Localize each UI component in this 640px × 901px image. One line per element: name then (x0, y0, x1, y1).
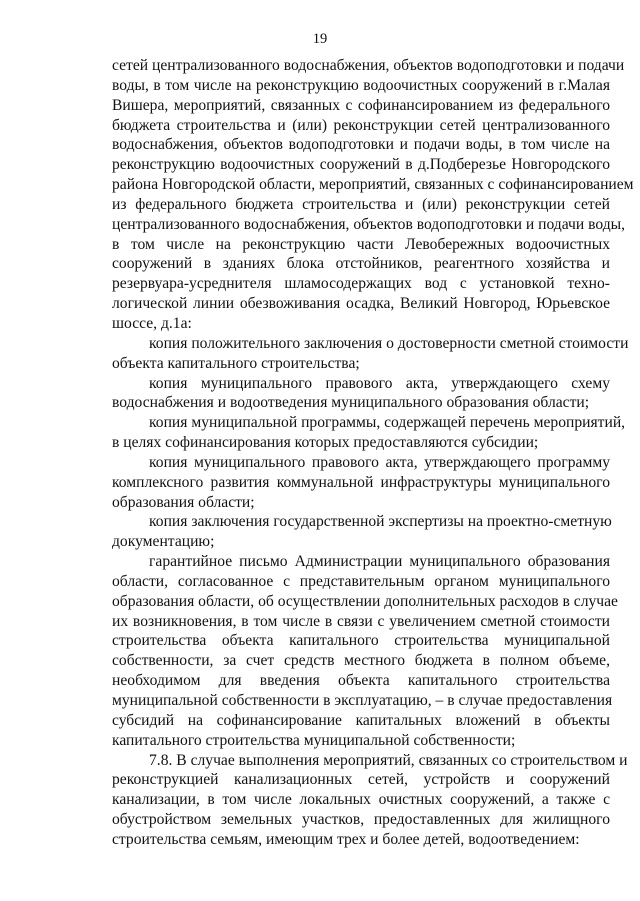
text-line: копия положительного заключения о достоверности сметной стоимости (149, 334, 629, 352)
text-line: воды, в том числе на реконструкцию водоочистных сооружений в г.Малая (112, 76, 610, 94)
text-line: резервуара-усреднителя шламосодержащих вод с установкой техно- (112, 275, 610, 293)
text-line: копия муниципальной программы, содержащей перечень мероприятий, (149, 414, 626, 432)
text-line: капитального строительства муниципальной собственности; (112, 731, 516, 749)
text-line: из федерального бюджета строительства и (или) реконструкции сетей (112, 195, 610, 213)
text-line: водоснабжения, объектов водоподготовки и подачи воды, в том числе на (112, 136, 610, 154)
text-line: строительства объекта капитального строительства муниципальной (112, 632, 610, 650)
text-line: шоссе, д.1а: (112, 314, 192, 332)
text-line: необходимом для введения объекта капитального строительства (112, 672, 610, 690)
text-line: обустройством земельных участков, предоставленных для жилищного (112, 811, 610, 829)
text-line: в том числе на реконструкцию части Левобережных водоочистных (112, 235, 610, 253)
text-line: объекта капитального строительства; (112, 354, 360, 372)
text-line: сооружений в зданиях блока отстойников, реагентного хозяйства и (112, 255, 610, 273)
page-number: 19 (312, 31, 328, 47)
text-line: реконструкцией канализационных сетей, устройств и сооружений (112, 771, 610, 789)
text-line: бюджета строительства и (или) реконструкции сетей централизованного (112, 116, 610, 134)
text-line: копия заключения государственной экспертизы на проектно-сметную (149, 513, 612, 531)
text-line: района Новгородской области, мероприятий, связанных с софинансированием (112, 176, 634, 194)
text-line: канализации, в том числе локальных очистных сооружений, а также с (112, 791, 610, 809)
text-line: субсидий на софинансирование капитальных вложений в объекты (112, 711, 610, 729)
text-line: их возникновения, в том числе в связи с увеличением сметной стоимости (112, 612, 610, 630)
paragraph (112, 413, 626, 453)
text-line: водоснабжения и водоотведения муниципального образования области; (112, 394, 590, 412)
text-line: гарантийное письмо Администрации муниципального образования (149, 553, 610, 571)
text-line: образования области; (112, 493, 255, 511)
paragraph (112, 56, 634, 334)
text-line: в целях софинансирования которых предоставляются субсидии; (112, 434, 539, 452)
text-line: документацию; (112, 533, 215, 551)
paragraph (112, 453, 610, 513)
text-line: логической линии обезвоживания осадка, Великий Новгород, Юрьевское (112, 295, 610, 313)
text-line: копия муниципального правового акта, утверждающего программу (149, 453, 610, 471)
document-body (112, 56, 634, 850)
text-line: копия муниципального правового акта, утверждающего схему (149, 374, 610, 392)
text-line: области, согласованное с представительным органом муниципального (112, 572, 610, 590)
text-line: централизованного водоснабжения, объектов водоподготовки и подачи воды, (112, 215, 626, 233)
paragraph (112, 512, 610, 552)
text-line: образования области, об осуществлении дополнительных расходов в случае (112, 592, 618, 610)
text-line: реконструкцию водоочистных сооружений в д.Подберезье Новгородского (112, 156, 610, 174)
paragraph (112, 334, 629, 374)
text-line: строительства семьям, имеющим трех и более детей, водоотведением: (112, 830, 580, 848)
text-line: 7.8. В случае выполнения мероприятий, связанных со строительством и (149, 751, 628, 769)
text-line: комплексного развития коммунальной инфраструктуры муниципального (112, 473, 610, 491)
text-line: сетей централизованного водоснабжения, объектов водоподготовки и подачи (112, 57, 625, 74)
text-line: Вишера, мероприятий, связанных с софинансированием из федерального (112, 96, 610, 114)
text-line: муниципальной собственности в эксплуатацию, – в случае предоставления (112, 692, 613, 709)
paragraph (112, 552, 618, 750)
paragraph (112, 751, 628, 850)
text-line: собственности, за счет средств местного бюджета в полном объеме, (112, 652, 610, 670)
paragraph (112, 374, 610, 414)
